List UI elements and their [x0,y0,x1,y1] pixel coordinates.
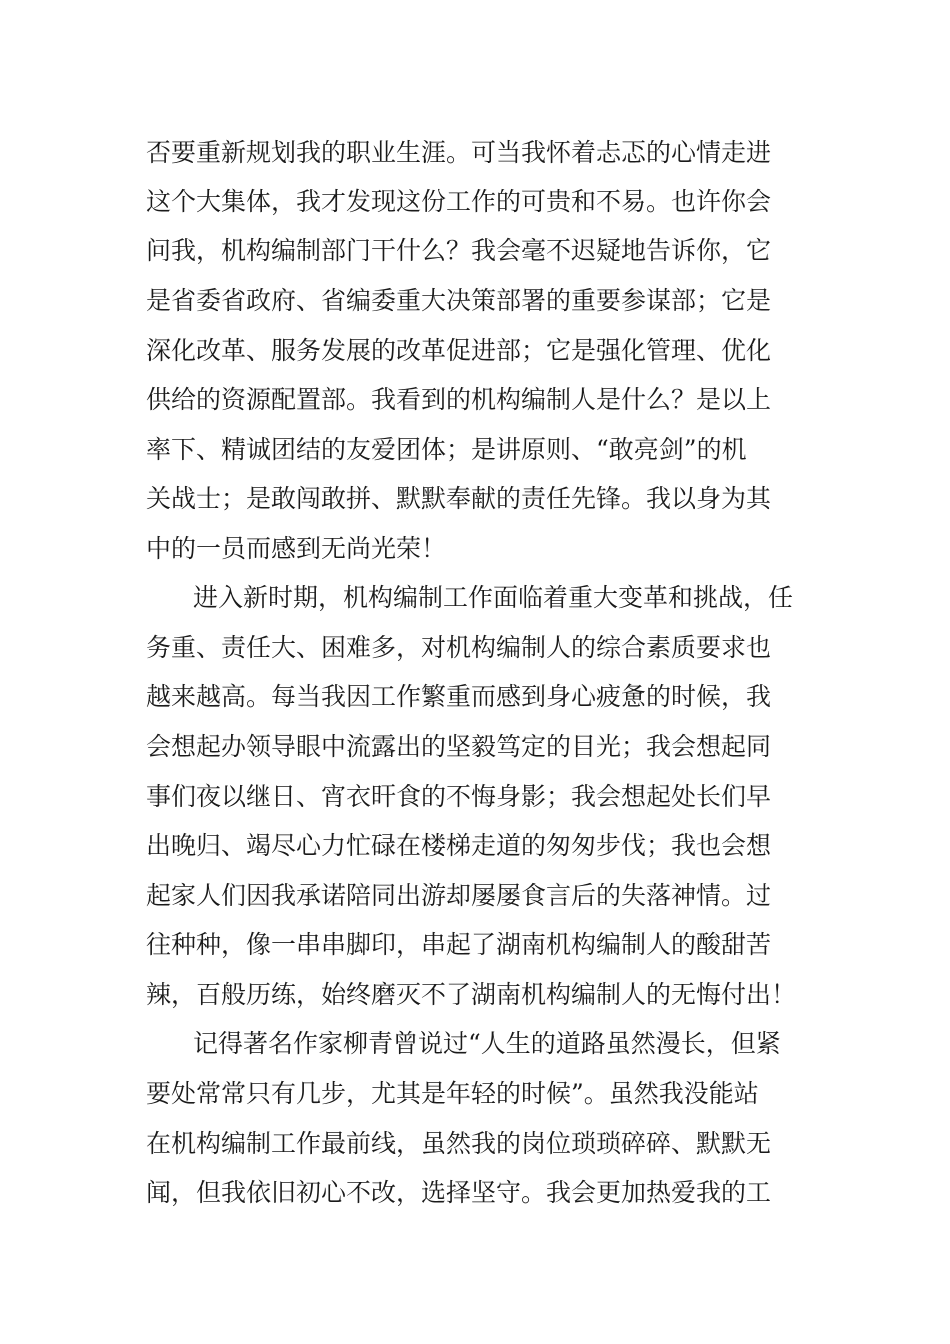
text-line: 率下、精诚团结的友爱团体；是讲原则、“敢亮剑”的机 [146,435,747,464]
paragraph-first-line: 进入新时期，机构编制工作面临着重大变革和挑战，任 [193,583,794,612]
text-line: 事们夜以继日、宵衣旰食的不悔身影；我会想起处长们早 [146,782,772,811]
text-line: 越来越高。每当我因工作繁重而感到身心疲惫的时候，我 [146,682,772,711]
text-line: 辣，百般历练，始终磨灭不了湖南机构编制人的无悔付出！ [146,980,797,1009]
text-line: 往种种，像一串串脚印，串起了湖南机构编制人的酸甜苦 [146,930,772,959]
text-line: 要处常常只有几步，尤其是年轻的时候”。虽然我没能站 [146,1079,759,1108]
text-line: 供给的资源配置部。我看到的机构编制人是什么？是以上 [146,385,772,414]
text-line: 闻，但我依旧初心不改，选择坚守。我会更加热爱我的工 [146,1178,772,1207]
text-line: 深化改革、服务发展的改革促进部；它是强化管理、优化 [146,336,772,365]
text-line: 否要重新规划我的职业生涯。可当我怀着忐忑的心情走进 [146,138,772,167]
text-line: 关战士；是敢闯敢拼、默默奉献的责任先锋。我以身为其 [146,484,772,513]
text-line: 中的一员而感到无尚光荣！ [146,534,447,563]
text-line: 起家人们因我承诺陪同出游却屡屡食言后的失落神情。过 [146,881,772,910]
text-line: 会想起办领导眼中流露出的坚毅笃定的目光；我会想起同 [146,732,772,761]
text-line: 这个大集体，我才发现这份工作的可贵和不易。也许你会 [146,187,772,216]
text-line: 务重、责任大、困难多，对机构编制人的综合素质要求也 [146,633,772,662]
text-line: 出晚归、竭尽心力忙碌在楼梯走道的匆匆步伐；我也会想 [146,831,772,860]
text-line: 在机构编制工作最前线，虽然我的岗位琐琐碎碎、默默无 [146,1129,772,1158]
text-line: 是省委省政府、省编委重大决策部署的重要参谋部；它是 [146,286,772,315]
text-line: 问我，机构编制部门干什么？我会毫不迟疑地告诉你，它 [146,236,772,265]
paragraph-first-line: 记得著名作家柳青曾说过“人生的道路虽然漫长，但紧 [193,1029,781,1058]
